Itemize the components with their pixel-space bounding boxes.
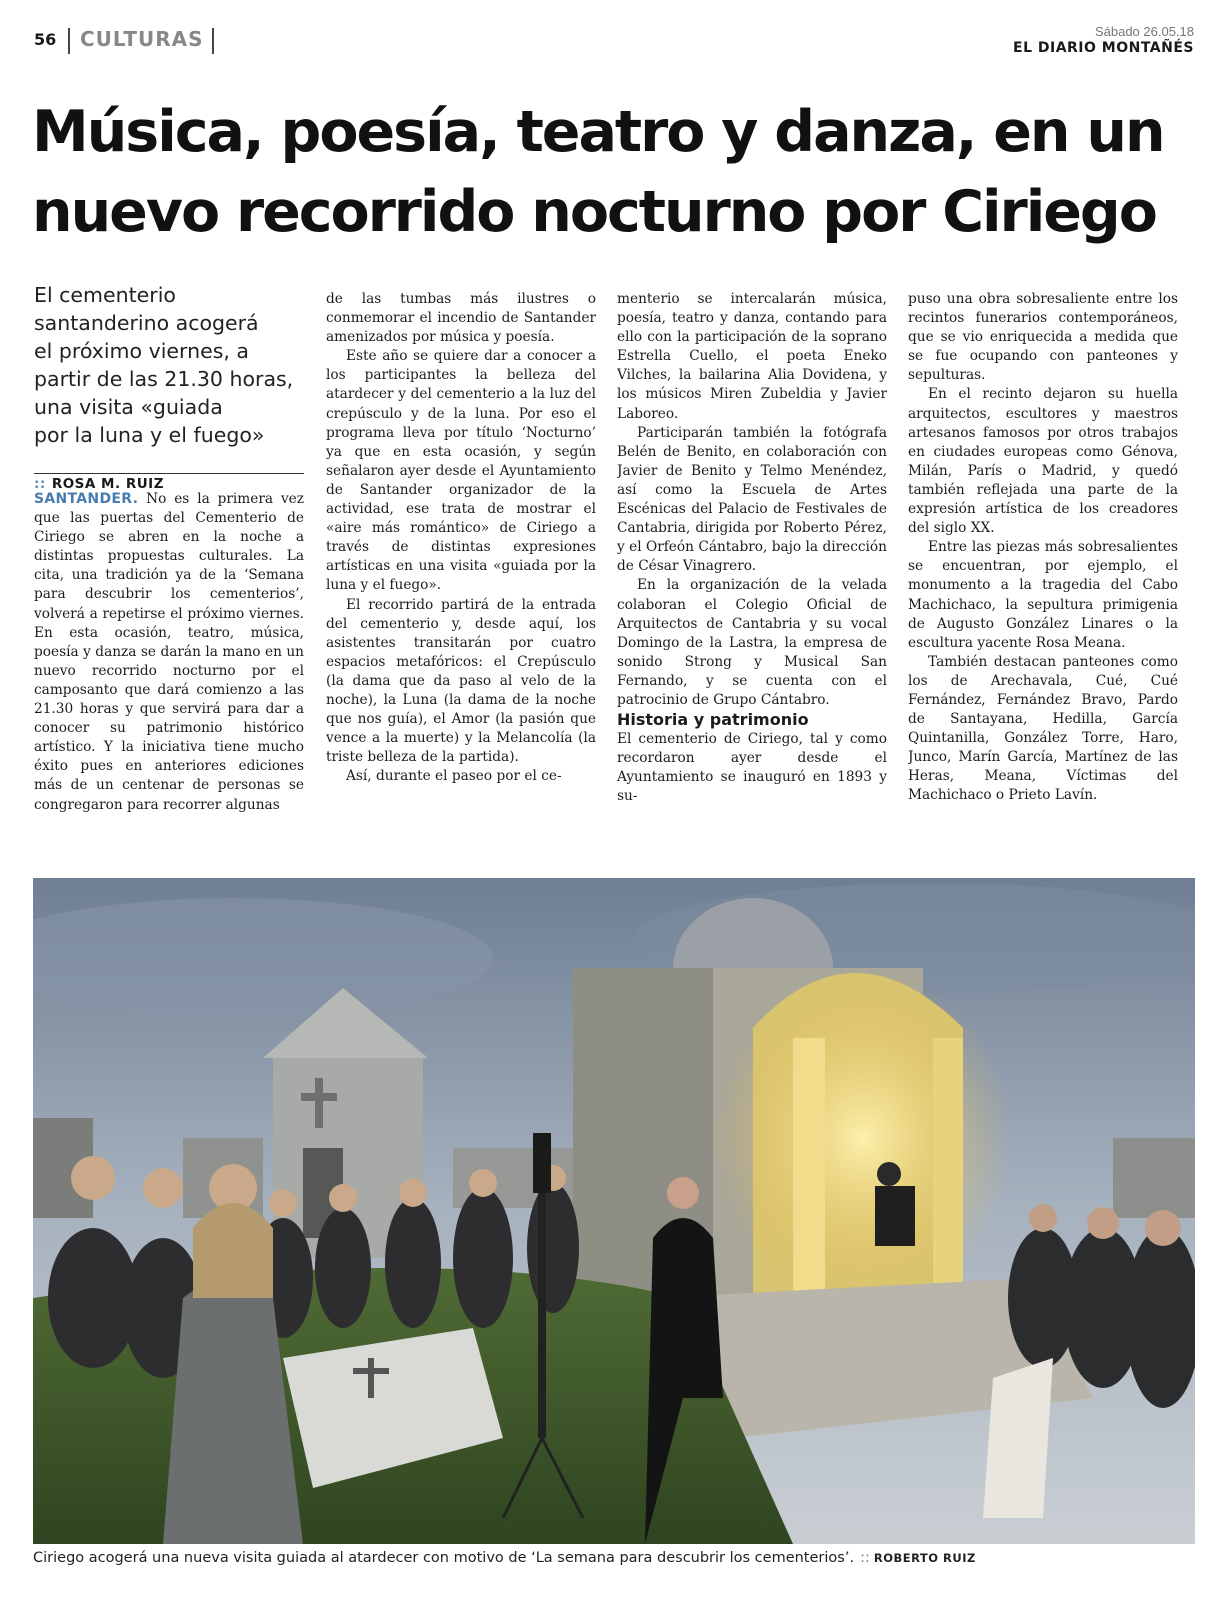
article-deck — [34, 281, 304, 449]
article-column-1 — [34, 490, 304, 850]
deck-line: El cementerio — [34, 283, 176, 307]
article-column-3 — [617, 290, 887, 850]
deck-line: por la luna y el fuego» — [34, 423, 265, 447]
paragraph: Entre las piezas más sobresalientes se encuentran, por ejemplo, el monumento a la tragedia del Cabo Machichaco, la sepultura primigenia de Augusto González Linares o la escultura yacente Rosa Meana. — [908, 539, 1178, 651]
dateline-location: SANTANDER. — [34, 491, 139, 507]
deck-line: una visita «guiada — [34, 395, 223, 419]
paragraph: También destacan panteones como los de Arechavala, Cué, Cué Fernández, Fernández Bravo, Pardo de Santayana, Hedilla, García Quintanilla, González Torre, Haro, Junco, Marín García, Martínez de las Heras, Meana, Víctimas del Machichaco o Prieto Lavín. — [908, 653, 1178, 804]
credit-marker: :: — [860, 1550, 870, 1566]
headline: Música, poesía, teatro y danza, en un nuevo recorrido nocturno por Ciriego — [32, 99, 1164, 245]
paragraph: SANTANDER. No es la primera vez que las puertas del Cementerio de Ciriego se abren en la noche a distintas propuestas culturales. La cita, una tradición ya de la ‘Semana para descubrir los cementerios’, volverá a repetirse el próximo viernes. En esta ocasión, teatro, música, poesía y danza se darán la mano en un nuevo recorrido nocturno por el camposanto que dará comienzo a las 21.30 horas y que servirá para dar a conocer su patrimonio histórico artístico. Y la iniciativa tiene mucho éxito pues en anteriores ediciones más de un centenar de personas se congregaron para recorrer algunas — [34, 491, 304, 813]
subheading: Historia y patrimonio — [617, 710, 809, 730]
byline-marker: :: — [34, 476, 46, 492]
paragraph: Así, durante el paseo por el ce- — [346, 768, 562, 785]
header-divider — [212, 28, 214, 54]
paragraph: El cementerio de Ciriego, tal y como recordaron ayer desde el Ayuntamiento se inauguró en 1893 y su- — [617, 731, 887, 805]
deck-line: santanderino acogerá — [34, 311, 259, 335]
paragraph: En el recinto dejaron su huella arquitectos, escultores y maestros artesanos famosos por otros trabajos en ciudades europeas como Génova, Milán, París o Madrid, y quedó también reflejada una parte de la expresión artística de los creadores del siglo XX. — [908, 386, 1178, 537]
cemetery-scene-illustration — [33, 878, 1195, 1544]
newspaper-name: EL DIARIO MONTAÑÉS — [1013, 40, 1194, 56]
deck-line: el próximo viernes, a — [34, 339, 249, 363]
paragraph: Participarán también la fotógrafa Belén de Benito, en colaboración con Javier de Benito y Telmo Menéndez, así como la Escuela de Artes Escénicas del Palacio de Festivales de Cantabria, dirigida por Roberto Pérez, y el Orfeón Cántabro, bajo la dirección de César Vinagrero. — [617, 424, 887, 575]
author-name: ROSA M. RUIZ — [51, 476, 164, 492]
page-number: 56 — [34, 30, 57, 49]
paragraph: de las tumbas más ilustres o conmemorar el incendio de Santander amenizados por música y poesía. — [326, 291, 596, 346]
issue-date: Sábado 26.05.18 — [1094, 24, 1194, 39]
section-name: CULTURAS — [80, 27, 204, 51]
article-column-2 — [326, 290, 596, 850]
photo-caption — [33, 1550, 1195, 1566]
deck-line: partir de las 21.30 horas, — [34, 367, 294, 391]
paragraph: menterio se intercalarán música, poesía, teatro y danza, contando para ello con la participación de la soprano Estrella Cuello, el poeta Eneko Vilches, la bailarina Alia Dovidena, y los músicos Miren Zubeldia y Javier Laboreo. — [617, 291, 887, 422]
paragraph: El recorrido partirá de la entrada del cementerio y, desde aquí, los asistentes transitarán por cuatro espacios metafóricos: el Crepúsculo (la dama que da paso al velo de la noche), la Luna (la dama de la noche que nos guía), el Amor (la pasión que vence a la muerte) y la Melancolía (la triste belleza de la partida). — [326, 596, 596, 766]
page-header — [34, 26, 1194, 60]
article-column-4 — [908, 290, 1178, 850]
article-photo — [33, 878, 1195, 1544]
caption-text: Ciriego acogerá una nueva visita guiada al atardecer con motivo de ‘La semana para descubrir los cementerios’. — [33, 1550, 855, 1566]
header-divider — [68, 28, 70, 54]
paragraph: En la organización de la velada colaboran el Colegio Oficial de Arquitectos de Cantabria y su vocal Domingo de la Lastra, la empresa de sonido Strong y Musical San Fernando, y se cuenta con el patrocinio de Grupo Cántabro. — [617, 577, 887, 708]
paragraph: puso una obra sobresaliente entre los recintos funerarios contemporáneos, que se vio enriquecida a medida que se fue ocupando con panteones y sepulturas. — [908, 291, 1178, 384]
photo-credit: ROBERTO RUIZ — [873, 1551, 976, 1565]
paragraph: Este año se quiere dar a conocer a los participantes la belleza del atardecer y del cementerio a la luz del crepúsculo y de la luna. Por eso el programa lleva por título ‘Nocturno’ ya que en esta ocasión, y según señalaron ayer desde el Ayuntamiento de Santander organizador de la actividad, ese trata de mostrar el «aire más romántico» de Ciriego a través de distintas expresiones artísticas en una visita «guiada por la luna y el fuego». — [326, 348, 596, 594]
